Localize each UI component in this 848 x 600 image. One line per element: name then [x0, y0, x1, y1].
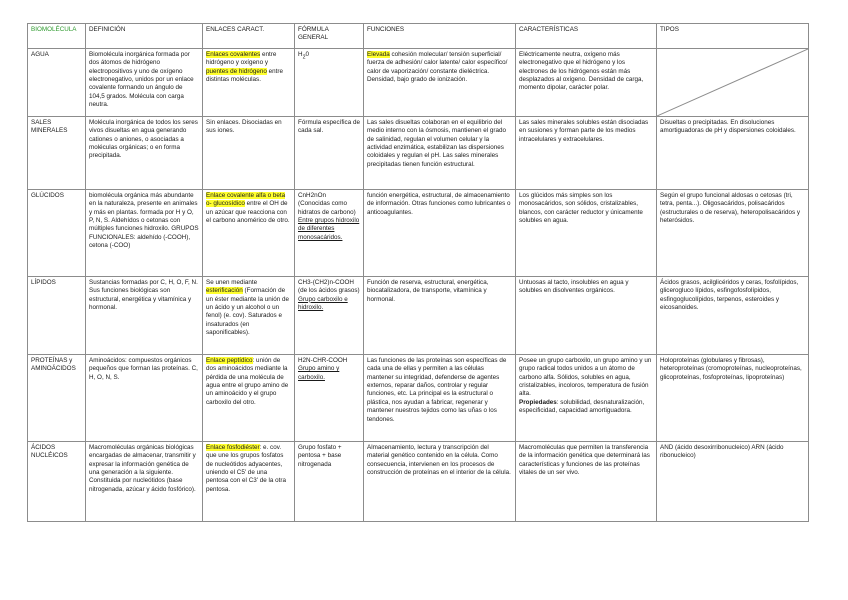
formula-link-note: Grupo amino y carboxilo. [298, 365, 340, 381]
cell-caracteristicas: Los glúcidos más simples son los monosacáridos, son sólidos, cristalizables, blancos, con carácter reductor y únicamente solubles en agua. [516, 190, 657, 277]
highlight: Enlace covalente alfa o beta [206, 192, 286, 199]
cell-name: SALES MINERALES [28, 117, 86, 190]
cell-name: AGUA [28, 49, 86, 117]
text: cohesión molecular/ tensión superficial/ fuerza de adhesión/ calor latente/ calor específico/ calor de vaporización/ constante dieléctrica. Densidad, bajo grado de ionización. [367, 51, 508, 84]
table-row-acidos [28, 442, 809, 522]
text: : e. cov. que une los grupos fosfatos de nucleótidos adyacentes, uniendo el C5' de una pentosa con el C3' de la otra pentosa. [206, 444, 286, 493]
cell-funciones: Función de reserva, estructural, energética, biocatalizadora, de transporte, vitamínica y hormonal. [364, 277, 516, 355]
cell-name: PROTEÍNAS y AMINOÁCIDOS [28, 355, 86, 442]
cell-name: GLÚCIDOS [28, 190, 86, 277]
cell-enlaces [203, 277, 295, 355]
cell-enlaces [203, 190, 295, 277]
formula-part: H [298, 51, 303, 58]
cell-name: ÁCIDOS NUCLÉICOS [28, 442, 86, 522]
text: entre el OH de un azúcar que reacciona con el carbono anomérico de otro. [206, 200, 290, 225]
header-tipos: TIPOS [657, 24, 809, 49]
header-row [28, 24, 809, 49]
cell-enlaces [203, 49, 295, 117]
table-row-glucidos [28, 190, 809, 277]
cell-funciones [364, 49, 516, 117]
highlight: esterificación [206, 287, 243, 295]
cell-name: LÍPIDOS [28, 277, 86, 355]
diagonal-line [657, 49, 808, 116]
cell-tipos-empty [657, 49, 809, 117]
highlight: o- glucosídico [206, 200, 245, 208]
cell-tipos: Holoproteínas (globulares y fibrosas), heteroproteínas (cromoproteínas, nucleoproteínas, glicoproteínas, fosfoproteínas, lipoproteínas) [657, 355, 809, 442]
cell-def: Macromoléculas orgánicas biológicas encargadas de almacenar, transmitir y expresar la información genética de una generación a la siguiente. Constituida por nucleótidos (base nitrogenada, azúcar y ácido fosfórico). [86, 442, 203, 522]
cell-funciones: Las sales disueltas colaboran en el equilibrio del medio interno con la ósmosis, mantienen el grado de salinidad, regulan el volumen celular y la actividad enzimática, estabilizan las dispersiones coloidales y regulan el pH. Las sales minerales precipitadas tienen función estructural. [364, 117, 516, 190]
text: Posee un grupo carboxilo, un grupo amino y un grupo radical todos unidos a un átomo de carbono alfa. Sólidos, solubles en agua, cristalizables, incoloros, temperatura de fusión alta. [519, 357, 652, 398]
cell-tipos: Según el grupo funcional aldosas o cetosas (tri, tetra, penta...). Oligosacáridos, polisacáridos (estructurales o de reserva), heteropolisacáridos y heterósidos. [657, 190, 809, 277]
cell-caracteristicas: Eléctricamente neutra, oxígeno más electronegativo que el hidrógeno y los electrones de los hidrógenos están más desplazados al oxígeno. Densidad de carga, momento dipolar, carácter polar. [516, 49, 657, 117]
formula-subscript: 2 [302, 54, 306, 61]
cell-tipos: Disueltas o precipitadas. En disoluciones amortiguadoras de pH y dispersiones coloidales. [657, 117, 809, 190]
formula-note: (Conocidas como hidratos de carbono) [298, 200, 356, 216]
highlight: puentes de hidrógeno [206, 67, 267, 75]
highlight: Elevada [367, 51, 390, 58]
header-enlaces: ENLACES CARACT. [203, 24, 295, 49]
header-biomolecula: BIOMOLÉCULA [28, 24, 86, 49]
formula-general: CH3-(CH2)n-COOH [298, 279, 354, 286]
text: (Formación de un éster mediante la unión de un ácido y un alcohol o un fenol) (e. cov). Saturados e insaturados (en saponificables). [206, 287, 289, 337]
cell-def: biomolécula orgánica más abundante en la naturaleza, presente en animales y más en plantas. formada por H y O, P, N, S. Aldehídos o cetonas con múltiples funciones hidroxilo. GRUPOS FUNCIONALES: aldehído (-COOH), cetona (-COO) [86, 190, 203, 277]
highlight: Enlace fosfodiéster [206, 444, 260, 451]
formula-general: H2N-CHR-COOH [298, 357, 348, 364]
cell-def: Sustancias formadas por C, H, O, F, N. Sus funciones biológicas son estructural, energética y vitamínica y hormonal. [86, 277, 203, 355]
cell-enlaces [203, 442, 295, 522]
cell-def: Aminoácidos: compuestos orgánicos pequeños que forman las proteínas. C, H, O, N, S. [86, 355, 203, 442]
formula-part: 0 [305, 51, 309, 58]
cell-formula [295, 49, 364, 117]
cell-caracteristicas: Las sales minerales solubles están disociadas en susiones y forman parte de los medios intracelulares y extracelulares. [516, 117, 657, 190]
formula-link-note: Entre grupos hidroxilo de diferentes monosacáridos. [298, 217, 360, 241]
cell-enlaces [203, 355, 295, 442]
highlight: Enlace peptídico [206, 357, 253, 364]
cell-def: Molécula inorgánica de todos los seres vivos disueltas en agua generando cationes o aniones, o asociadas a moléculas orgánicas; o en forma precipitada. [86, 117, 203, 190]
cell-tipos: AND (ácido desoxirribonucleico) ARN (ácido ribonucleico) [657, 442, 809, 522]
formula-note: (de los ácidos grasos) [298, 287, 360, 295]
table-row-lipidos [28, 277, 809, 355]
cell-def: Biomolécula inorgánica formada por dos átomos de hidrógeno electropositivos y uno de oxígeno electronegativo, unidos por un enlace covalente formando un ángulo de 104,5 grados. Molécula con carga neutra. [86, 49, 203, 117]
header-definicion: DEFINICIÓN [86, 24, 203, 49]
cell-formula: Grupo fosfato + pentosa + base nitrogenada [295, 442, 364, 522]
cell-caracteristicas: Macromoléculas que permiten la transferencia de la información genética que determinará las características y funciones de las proteínas vitales de un ser vivo. [516, 442, 657, 522]
text: entre hidrógeno y oxígeno y [206, 51, 277, 67]
table-row-proteinas [28, 355, 809, 442]
table-row-agua [28, 49, 809, 117]
header-caracteristicas: CARACTERÍSTICAS [516, 24, 657, 49]
text: : unión de dos aminoácidos mediante la pérdida de una molécula de agua entre el grupo amino de un aminoácido y el grupo carboxilo del otro. [206, 357, 289, 406]
cell-formula [295, 355, 364, 442]
cell-tipos: Ácidos grasos, acilglicéridos y ceras, fosfolípidos, glicerogluco lípidos, esfingofosfolípidos, esfingoglucolípidos, terpenos, esteroides y eicosanoides. [657, 277, 809, 355]
header-funciones: FUNCIONES [364, 24, 516, 49]
cell-caracteristicas: Untuosas al tacto, insolubles en agua y solubles en disolventes orgánicos. [516, 277, 657, 355]
text: Se unen mediante [206, 279, 258, 286]
table-row-sales [28, 117, 809, 190]
cell-funciones: Las funciones de las proteínas son específicas de cada una de ellas y permiten a las células mantener su integridad, defenderse de agentes externos, reparar daños, controlar y regular funciones, etc. La principal es la estructural o plástica, nos ayudan a fabricar, regenerar y mantener nuestros tejidos como las uñas o los tendones. [364, 355, 516, 442]
bold-label: Propiedades [519, 398, 557, 406]
cell-formula [295, 190, 364, 277]
cell-enlaces: Sin enlaces. Disociadas en sus iones. [203, 117, 295, 190]
biomolecules-table [27, 23, 809, 522]
text: entre distintas moléculas. [206, 67, 284, 84]
text: : solubilidad, desnaturalización, especificidad, capacidad amortiguadora. [519, 398, 645, 415]
formula-link-note: Grupo carboxilo e hidroxilo. [298, 295, 348, 312]
highlight: Enlaces covalentes [206, 51, 261, 58]
cell-caracteristicas [516, 355, 657, 442]
formula-general: CnH2nOn [298, 192, 327, 199]
cell-formula: Fórmula específica de cada sal. [295, 117, 364, 190]
header-formula: FÓRMULA GENERAL [295, 24, 364, 49]
cell-formula [295, 277, 364, 355]
cell-funciones: Almacenamiento, lectura y transcripción del material genético contenido en la célula. Como consecuencia, intervienen en los procesos de construcción de proteínas en el interior de la célula. [364, 442, 516, 522]
cell-funciones: función energética, estructural, de almacenamiento de información. Otras funciones como lubricantes o anticoagulantes. [364, 190, 516, 277]
